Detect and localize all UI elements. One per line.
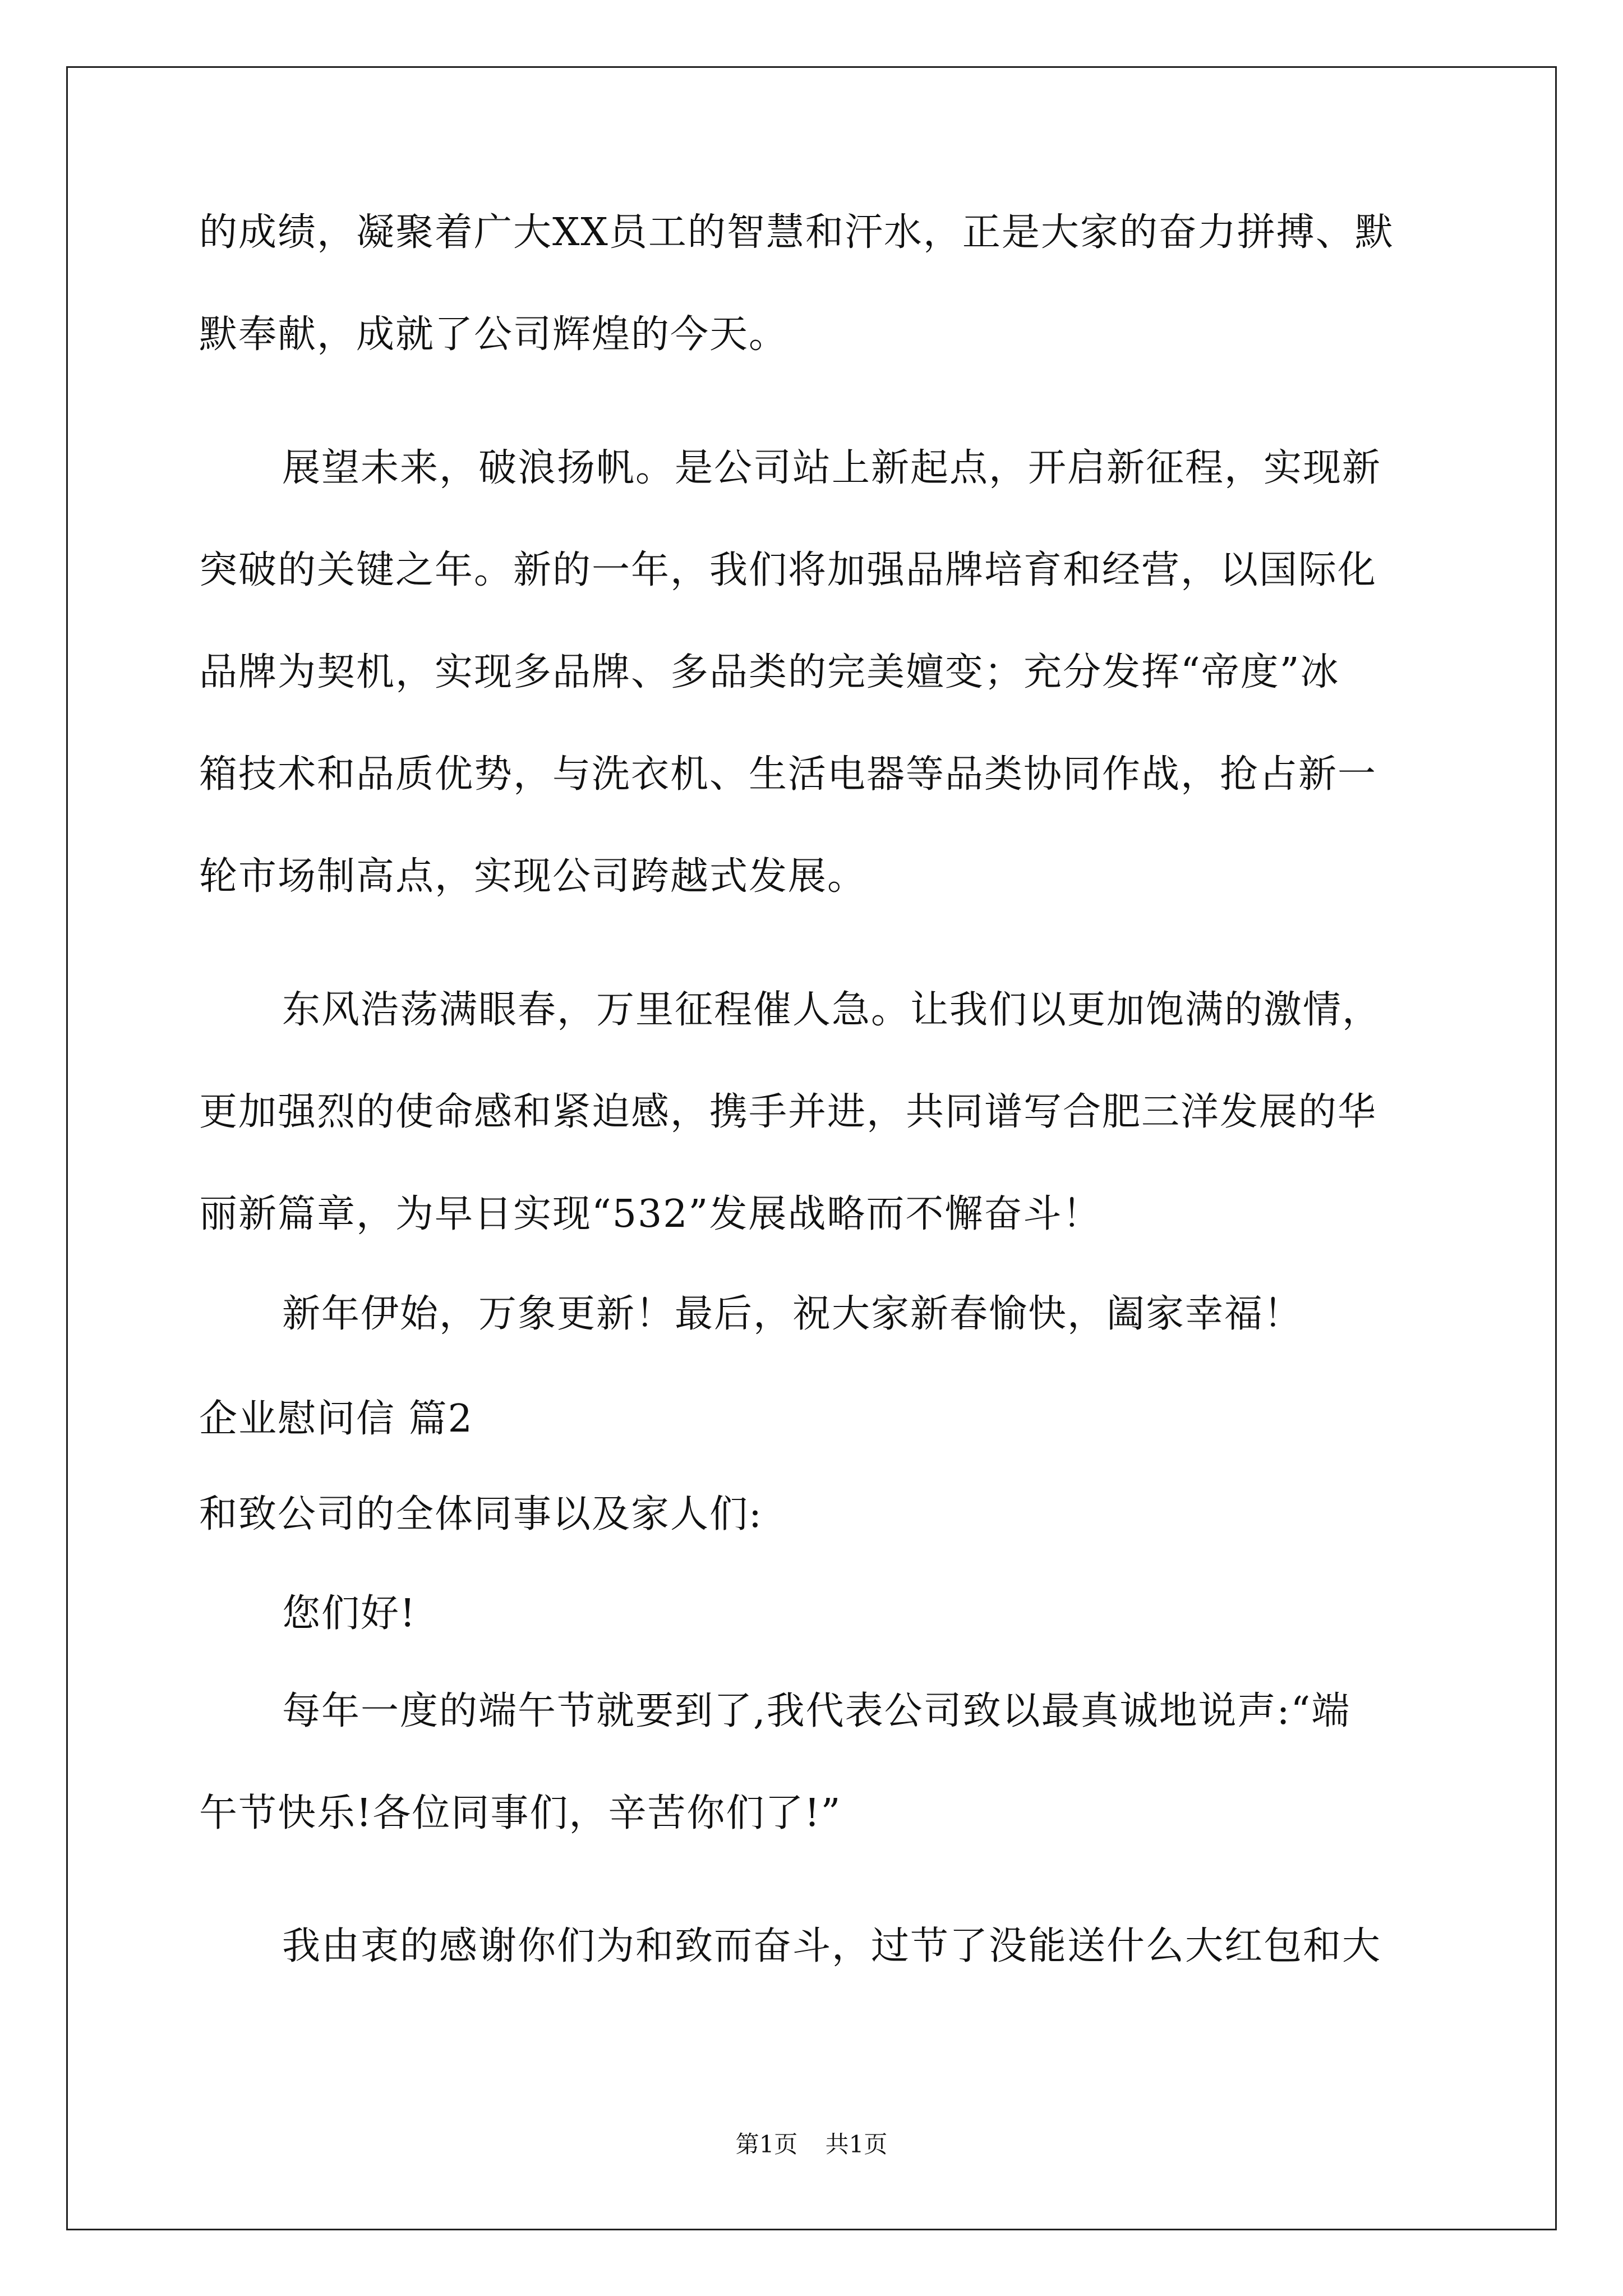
salutation: 和致公司的全体同事以及家人们:	[199, 1492, 763, 1536]
text-line: 午节快乐!各位同事们，辛苦你们了!”	[199, 1791, 842, 1835]
paragraph-start: 新年伊始，万象更新！最后，祝大家新春愉快，阖家幸福！	[282, 1292, 1303, 1336]
paragraph-start: 展望未来，破浪扬帆。是公司站上新起点，开启新征程，实现新	[282, 446, 1382, 490]
text-line: 丽新篇章，为早日实现“532”发展战略而不懈奋斗！	[199, 1192, 1102, 1236]
text-line: 箱技术和品质优势，与洗衣机、生活电器等品类协同作战，抢占新一	[199, 752, 1377, 797]
paragraph-start: 我由衷的感谢你们为和致而奋斗，过节了没能送什么大红包和大	[282, 1924, 1382, 1968]
text-line: 突破的关键之年。新的一年，我们将加强品牌培育和经营，以国际化	[199, 548, 1377, 592]
page-total: 共1页	[825, 2131, 888, 2158]
paragraph-start: 每年一度的端午节就要到了,我代表公司致以最真诚地说声:“端	[282, 1689, 1351, 1733]
page-footer	[0, 2131, 1623, 2159]
page-number: 第1页	[735, 2131, 798, 2158]
paragraph-start: 东风浩荡满眼春，万里征程催人急。让我们以更加饱满的激情，	[282, 988, 1382, 1032]
page-border	[66, 66, 1557, 2230]
text-line: 品牌为契机，实现多品牌、多品类的完美嬗变；充分发挥“帝度”冰	[199, 650, 1340, 694]
section-heading: 企业慰问信 篇2	[199, 1397, 473, 1441]
text-line: 轮市场制高点，实现公司跨越式发展。	[199, 854, 867, 899]
greeting: 您们好!	[282, 1591, 417, 1636]
text-line: 默奉献，成就了公司辉煌的今天。	[199, 312, 789, 357]
text-line: 的成绩，凝聚着广大XX员工的智慧和汗水，正是大家的奋力拼搏、默	[199, 210, 1394, 255]
text-line: 更加强烈的使命感和紧迫感，携手并进，共同谱写合肥三洋发展的华	[199, 1090, 1377, 1134]
